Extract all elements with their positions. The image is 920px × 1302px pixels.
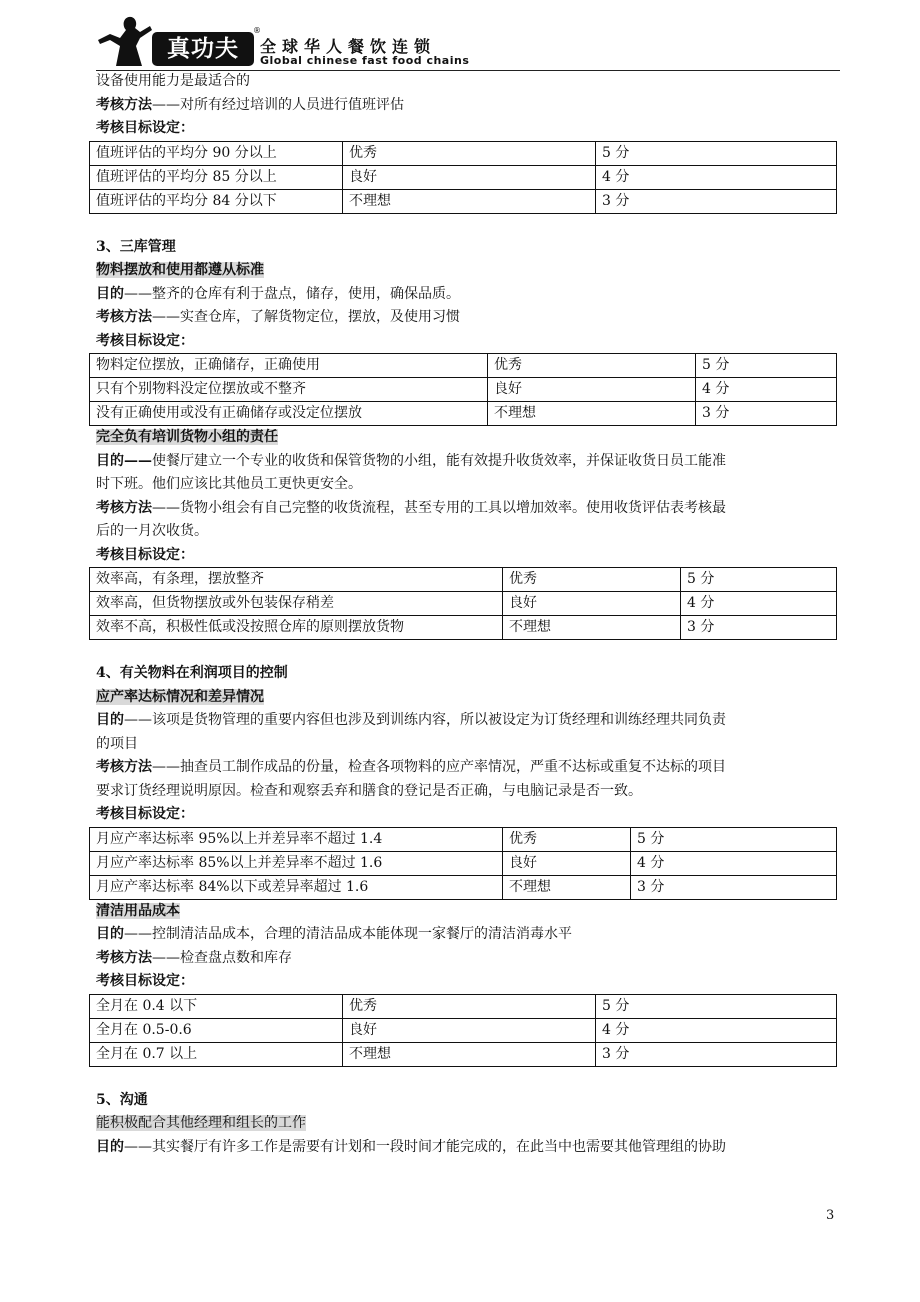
criteria-cell: 全月在 0.4 以下 <box>90 994 343 1018</box>
criteria-cell: 效率高，但货物摆放或外包装保存稍差 <box>90 592 503 616</box>
criteria-cell: 值班评估的平均分 84 分以下 <box>90 189 343 213</box>
rating-cell: 良好 <box>343 165 596 189</box>
purpose-line: 目的——控制清洁品成本，合理的清洁品成本能体现一家餐厅的清洁消毒水平 <box>96 926 572 942</box>
rating-cell: 不理想 <box>488 402 696 426</box>
criteria-cell: 月应产率达标率 85%以上并差异率不超过 1.6 <box>90 851 503 875</box>
purpose-line-cont: 的项目 <box>96 735 138 752</box>
page-number: 3 <box>826 1208 835 1223</box>
tagline-chinese: 全球华人餐饮连锁 <box>260 37 437 56</box>
inventory-standard-table <box>89 353 837 426</box>
receiving-team-table <box>89 567 837 640</box>
score-cell: 4 分 <box>596 1018 837 1042</box>
purpose-line: 目的——其实餐厅有许多工作是需要有计划和一段时间才能完成的，在此当中也需要其他管理组的协助 <box>96 1138 726 1155</box>
rating-cell: 良好 <box>503 851 631 875</box>
table-row <box>90 875 837 899</box>
page-header <box>96 8 840 71</box>
table-row <box>90 568 837 592</box>
table-row <box>90 1018 837 1042</box>
criteria-cell: 月应产率达标率 95%以上并差异率不超过 1.4 <box>90 827 503 851</box>
score-cell: 5 分 <box>696 354 837 378</box>
target-label: 考核目标设定： <box>96 120 194 136</box>
rating-cell: 良好 <box>488 378 696 402</box>
method-line: 考核方法——抽查员工制作成品的份量，检查各项物料的应产率情况，严重不达标或重复不达标的项目 <box>96 759 726 775</box>
criteria-cell: 效率高，有条理，摆放整齐 <box>90 568 503 592</box>
tagline-english: Global chinese fast food chains <box>260 54 470 67</box>
score-cell: 5 分 <box>681 568 837 592</box>
section-5-title: 5、沟通 <box>96 1091 148 1108</box>
score-cell: 3 分 <box>596 189 837 213</box>
rating-cell: 优秀 <box>503 568 681 592</box>
table-row <box>90 378 837 402</box>
brand-logo: 真功夫 <box>152 32 254 66</box>
table-row <box>90 592 837 616</box>
yield-rate-table <box>89 827 837 900</box>
cleaning-cost-table <box>89 994 837 1067</box>
target-label: 考核目标设定： <box>96 332 194 349</box>
rating-cell: 优秀 <box>343 141 596 165</box>
method-line: 考核方法——货物小组会有自己完整的收货流程，甚至专用的工具以增加效率。使用收货评估表考核最 <box>96 499 726 516</box>
table-row <box>90 851 837 875</box>
section-4-item-2-title: 清洁用品成本 <box>96 902 180 919</box>
criteria-cell: 效率不高，积极性低或没按照仓库的原则摆放货物 <box>90 616 503 640</box>
rating-cell: 优秀 <box>488 354 696 378</box>
purpose-line: 目的——整齐的仓库有利于盘点，储存，使用，确保品质。 <box>96 285 460 302</box>
intro-line: 设备使用能力是最适合的 <box>96 73 250 89</box>
score-cell: 4 分 <box>596 165 837 189</box>
duty-evaluation-table <box>89 141 837 214</box>
method-line-cont: 后的一月次收货。 <box>96 523 208 539</box>
section-3-item-2-title: 完全负有培训货物小组的责任 <box>96 429 278 445</box>
table-row <box>90 616 837 640</box>
criteria-cell: 只有个别物料没定位摆放或不整齐 <box>90 378 488 402</box>
method-line: 考核方法——检查盘点数和库存 <box>96 949 292 966</box>
score-cell: 4 分 <box>696 378 837 402</box>
kungfu-figure-icon <box>96 10 152 66</box>
score-cell: 5 分 <box>596 141 837 165</box>
section-3-title: 3、三库管理 <box>96 238 176 255</box>
target-label: 考核目标设定： <box>96 546 194 563</box>
score-cell: 3 分 <box>596 1042 837 1066</box>
criteria-cell: 全月在 0.5-0.6 <box>90 1018 343 1042</box>
score-cell: 5 分 <box>596 994 837 1018</box>
score-cell: 4 分 <box>681 592 837 616</box>
rating-cell: 不理想 <box>503 875 631 899</box>
target-label: 考核目标设定： <box>96 973 194 989</box>
method-line: 考核方法——实查仓库，了解货物定位，摆放，及使用习惯 <box>96 309 460 325</box>
score-cell: 4 分 <box>631 851 837 875</box>
criteria-cell: 月应产率达标率 84%以下或差异率超过 1.6 <box>90 875 503 899</box>
criteria-cell: 值班评估的平均分 85 分以上 <box>90 165 343 189</box>
section-4-item-1-title: 应产率达标情况和差异情况 <box>96 688 264 705</box>
score-cell: 3 分 <box>681 616 837 640</box>
trademark-symbol: ® <box>253 26 261 35</box>
rating-cell: 优秀 <box>343 994 596 1018</box>
method-line-cont: 要求订货经理说明原因。检查和观察丢弃和膳食的登记是否正确，与电脑记录是否一致。 <box>96 782 642 799</box>
score-cell: 3 分 <box>696 402 837 426</box>
table-row <box>90 189 837 213</box>
criteria-cell: 全月在 0.7 以上 <box>90 1042 343 1066</box>
section-4-title: 4、有关物料在利润项目的控制 <box>96 665 288 681</box>
document-body <box>96 70 844 1159</box>
rating-cell: 良好 <box>343 1018 596 1042</box>
criteria-cell: 物料定位摆放，正确储存，正确使用 <box>90 354 488 378</box>
purpose-line: 目的——使餐厅建立一个专业的收货和保管货物的小组，能有效提升收货效率，并保证收货日员工能准 <box>96 452 726 469</box>
criteria-cell: 值班评估的平均分 90 分以上 <box>90 141 343 165</box>
table-row <box>90 165 837 189</box>
rating-cell: 优秀 <box>503 827 631 851</box>
score-cell: 5 分 <box>631 827 837 851</box>
table-row <box>90 354 837 378</box>
purpose-line: 目的——该项是货物管理的重要内容但也涉及到训练内容，所以被设定为订货经理和训练经理共同负责 <box>96 712 726 728</box>
rating-cell: 良好 <box>503 592 681 616</box>
purpose-line-cont: 时下班。他们应该比其他员工更快更安全。 <box>96 476 362 492</box>
rating-cell: 不理想 <box>503 616 681 640</box>
table-row <box>90 141 837 165</box>
rating-cell: 不理想 <box>343 1042 596 1066</box>
method-label: 考核方法 <box>96 96 152 113</box>
section-3-item-1-title: 物料摆放和使用都遵从标准 <box>96 262 264 278</box>
criteria-cell: 没有正确使用或没有正确储存或没定位摆放 <box>90 402 488 426</box>
rating-cell: 不理想 <box>343 189 596 213</box>
table-row <box>90 994 837 1018</box>
section-5-item-1-title: 能积极配合其他经理和组长的工作 <box>96 1115 306 1131</box>
table-row <box>90 402 837 426</box>
target-label: 考核目标设定： <box>96 806 194 822</box>
score-cell: 3 分 <box>631 875 837 899</box>
table-row <box>90 827 837 851</box>
table-row <box>90 1042 837 1066</box>
method-text: ——对所有经过培训的人员进行值班评估 <box>152 96 404 113</box>
intro-method <box>96 94 844 118</box>
